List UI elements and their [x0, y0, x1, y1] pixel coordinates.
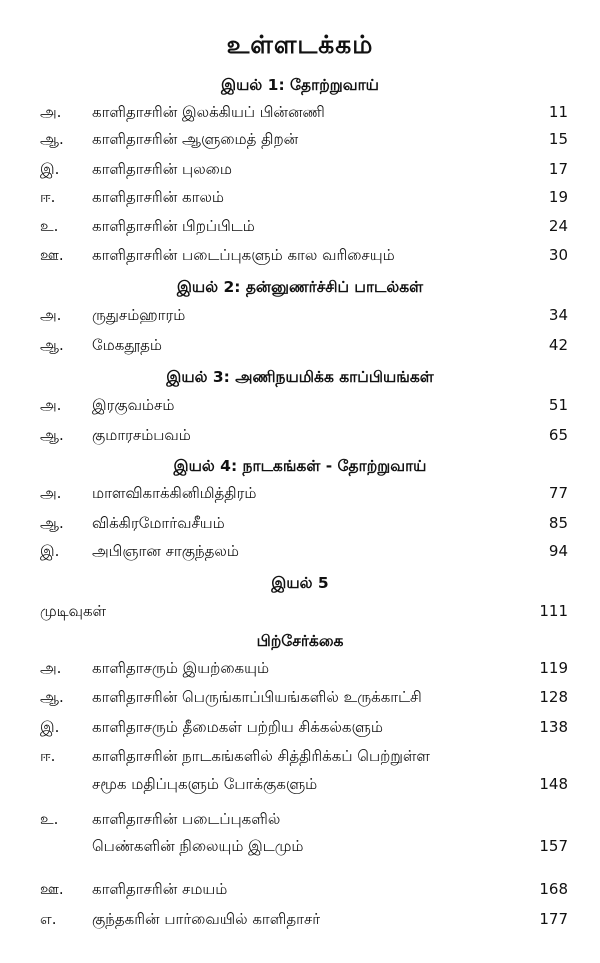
entry-page-number: 34 [548, 306, 568, 324]
entry-page-number: 111 [539, 602, 568, 620]
entry-marker: ஆ. [40, 426, 64, 444]
entry-title: ருதுசம்ஹாரம் [92, 306, 186, 324]
toc-entry [0, 246, 600, 272]
entry-page-number: 30 [548, 246, 568, 264]
entry-title: காளிதாசரும் இயற்கையும் [92, 659, 270, 677]
section-heading: இயல் 2: தன்னுணர்ச்சிப் பாடல்கள் [176, 278, 424, 296]
entry-title-continued: சமூக மதிப்புகளும் போக்குகளும் [92, 775, 318, 793]
toc-entry [0, 659, 600, 685]
section-heading: இயல் 1: தோற்றுவாய் [221, 76, 379, 94]
entry-marker: எ. [40, 910, 57, 928]
entry-title: மாளவிகாக்கினிமித்திரம் [92, 484, 257, 502]
entry-page-number: 177 [539, 910, 568, 928]
entry-marker: இ. [40, 160, 60, 178]
entry-page-number: 11 [548, 103, 568, 121]
entry-title: மேகதூதம் [92, 336, 162, 354]
entry-title: இரகுவம்சம் [92, 396, 175, 414]
entry-title: காளிதாசரின் புலமை [92, 160, 232, 178]
entry-marker: ஆ. [40, 514, 64, 532]
entry-marker: உ. [40, 810, 59, 828]
toc-entry [0, 718, 600, 744]
entry-page-number: 138 [539, 718, 568, 736]
entry-title: அபிஞான சாகுந்தலம் [92, 542, 239, 560]
entry-title: காளிதாசரின் பிறப்பிடம் [92, 217, 255, 235]
entry-title: முடிவுகள் [40, 602, 107, 620]
entry-page-number: 157 [539, 837, 568, 855]
entry-page-number: 42 [548, 336, 568, 354]
toc-entry [0, 103, 600, 129]
section-heading: இயல் 5 [271, 574, 329, 592]
entry-page-number: 24 [548, 217, 568, 235]
entry-marker: ஈ. [40, 747, 56, 765]
toc-entry [0, 130, 600, 156]
entry-page-number: 51 [548, 396, 568, 414]
entry-title: காளிதாசரின் காலம் [92, 188, 224, 206]
section-heading: இயல் 3: அணிநயமிக்க காப்பியங்கள் [166, 368, 434, 386]
toc-entry [0, 514, 600, 540]
entry-marker: அ. [40, 484, 62, 502]
entry-page-number: 85 [548, 514, 568, 532]
entry-page-number: 15 [548, 130, 568, 148]
entry-page-number: 77 [548, 484, 568, 502]
toc-entry [0, 306, 600, 332]
entry-marker: ஈ. [40, 188, 56, 206]
entry-title: காளிதாசரின் படைப்புகளில் [92, 810, 281, 828]
toc-entry [0, 688, 600, 714]
entry-marker: ஊ. [40, 880, 64, 898]
entry-page-number: 17 [548, 160, 568, 178]
entry-page-number: 119 [539, 659, 568, 677]
entry-title: காளிதாசரும் தீமைகள் பற்றிய சிக்கல்களும் [92, 718, 383, 736]
entry-page-number: 65 [548, 426, 568, 444]
entry-title: குமாரசம்பவம் [92, 426, 191, 444]
toc-entry [0, 426, 600, 452]
entry-marker: இ. [40, 718, 60, 736]
entry-page-number: 94 [548, 542, 568, 560]
entry-title: காளிதாசரின் இலக்கியப் பின்னணி [92, 103, 325, 121]
entry-page-number: 128 [539, 688, 568, 706]
toc-entry [0, 747, 600, 803]
toc-entry [0, 396, 600, 422]
page-title: உள்ளடக்கம் [226, 30, 374, 59]
entry-page-number: 168 [539, 880, 568, 898]
entry-marker: உ. [40, 217, 59, 235]
entry-title-continued: பெண்களின் நிலையும் இடமும் [92, 837, 304, 855]
entry-title: காளிதாசரின் பெருங்காப்பியங்களில் உருக்காட்சி [92, 688, 422, 706]
toc-entry [0, 484, 600, 510]
entry-title: விக்கிரமோர்வசீயம் [92, 514, 225, 532]
entry-marker: ஆ. [40, 130, 64, 148]
toc-entry [0, 160, 600, 186]
toc-entry [0, 810, 600, 866]
entry-marker: அ. [40, 306, 62, 324]
toc-entry [0, 336, 600, 362]
toc-entry [0, 542, 600, 568]
entry-page-number: 19 [548, 188, 568, 206]
entry-page-number: 148 [539, 775, 568, 793]
toc-entry [0, 910, 600, 936]
entry-title: குந்தகரின் பார்வையில் காளிதாசர் [92, 910, 321, 928]
entry-marker: ஊ. [40, 246, 64, 264]
toc-entry [0, 188, 600, 214]
entry-title: காளிதாசரின் நாடகங்களில் சித்திரிக்கப் பெற்றுள்ள [92, 747, 430, 765]
toc-entry [0, 880, 600, 906]
toc-entry [0, 602, 600, 628]
section-heading: பிற்சேர்க்கை [256, 632, 344, 650]
entry-marker: அ. [40, 103, 62, 121]
entry-marker: ஆ. [40, 688, 64, 706]
section-heading: இயல் 4: நாடகங்கள் - தோற்றுவாய் [173, 457, 427, 475]
entry-title: காளிதாசரின் படைப்புகளும் கால வரிசையும் [92, 246, 395, 264]
toc-entry [0, 217, 600, 243]
entry-title: காளிதாசரின் சமயம் [92, 880, 228, 898]
entry-title: காளிதாசரின் ஆளுமைத் திறன் [92, 130, 299, 148]
entry-marker: இ. [40, 542, 60, 560]
entry-marker: அ. [40, 659, 62, 677]
entry-marker: அ. [40, 396, 62, 414]
entry-marker: ஆ. [40, 336, 64, 354]
